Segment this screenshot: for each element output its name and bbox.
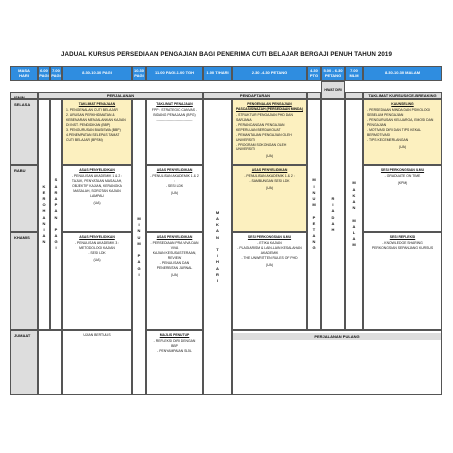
selasa-petang-line: - PROGRAM SOKONGAN OLEH UNIVERSITI [236, 142, 287, 152]
makan-tengahari-col [203, 99, 232, 395]
minum-petang-text: M I N U M P E T A N G [312, 177, 316, 251]
rabu-tengahari [146, 165, 203, 232]
rabu-tengahari-line: - PENULISAN AKADEMIK 1 & 2 : [150, 173, 199, 183]
jumaat-perjalanan [232, 330, 442, 395]
rabu-malam-footer: (KPM) [397, 180, 408, 185]
riadah-col [321, 99, 345, 330]
khamis-malam-title: SESI REFLEKSI [389, 235, 416, 239]
selasa-malam-line: - PENGURUSAN KELUARGA, EMOSI DAN PENGAJIAN [367, 117, 434, 127]
khamis-petang-line: - THE UNWRITTEN RULES OF PHD [241, 255, 298, 260]
rabu-malam-title: SESI PERKONGSIAN ILMU [380, 168, 425, 172]
selasa-petang-title: PENGENALAN PENGAJIAN PASCASISWAZAH (PERSEDIAAN MINDA) [236, 102, 303, 111]
jumaat-tengahari-title: MAJLIS PENUTUP [159, 333, 190, 337]
rabu-malam [363, 165, 442, 232]
selasa-pagi-line: 4.PENEMPATAN SELEPAS TAMAT CUTI BELAJAR (BPSM) [66, 132, 120, 142]
rabu-pagi [62, 165, 132, 232]
minum-petang-col [307, 99, 321, 330]
rabu-tengahari-line: - SESI LDK [165, 183, 184, 188]
day-label: KHAMIS [14, 235, 30, 240]
header-time-label: 8.30-10.30 PAGI [82, 70, 112, 76]
khamis-malam-line: PERKONGSIAN SEPANJANG KURSUS [371, 245, 434, 250]
selasa-petang-line: - PEMANTAUAN PENGAJIAN OLEH UNIVERSITI [236, 132, 292, 142]
makan-tengahari-text: M A K A N T / H A R I [215, 209, 220, 283]
khamis-petang-footer: (UA) [266, 262, 273, 267]
khamis-petang [232, 232, 307, 330]
khamis-petang-line: - ETIKA KAJIAN [257, 240, 282, 245]
selasa-tengahari-line: FPP : STRATEGIC CANVAS - BIDANG PENAJAAN (BPG) [151, 107, 198, 117]
selasa-pagi [62, 99, 132, 165]
day-isnin [10, 92, 38, 99]
perjalanan-label: PERJALANAN [106, 93, 135, 98]
khamis-tengahari [146, 232, 203, 330]
header-time [62, 66, 132, 81]
selasa-petang [232, 99, 307, 165]
header-time [232, 66, 307, 81]
riadah-text: R I A D A H [331, 195, 335, 232]
rabu-petang [232, 165, 307, 232]
rabu-pagi-footer: (UA) [93, 200, 101, 205]
selasa-pagi-title: TAKLIMAT PENAJAAN [78, 102, 116, 106]
rabu-malam-line: - GRADUATE ON TIME [384, 173, 421, 178]
pendaftaran-cell [203, 92, 307, 99]
jumaat-early [38, 330, 62, 395]
khamis-pagi-line: - PENULISAN AKADEMIK 3 : METODOLOGI KAJIAN [74, 240, 120, 250]
jumaat-tengahari [146, 330, 203, 395]
khamis-pagi-footer: (UA) [93, 257, 101, 262]
jumaat-pagi [62, 330, 132, 395]
khamis-pagi-title: ASAS PENYELIDIKAN [79, 235, 115, 239]
header-time-label: 2.30 -4.30 PETANG [251, 70, 288, 76]
khamis-pagi [62, 232, 132, 330]
rabu-tengahari-title: ASAS PENYELIDIKAN [156, 168, 193, 172]
header-time [203, 66, 232, 81]
makan-malam-isnin [345, 92, 363, 99]
selasa-petang-footer: (UA) [266, 154, 273, 159]
selasa-malam-line: - TIPS KECEMERLANGAN [367, 137, 409, 142]
header-time-label: 6.00 PAGI [39, 67, 49, 78]
header-time-label: 8.30-10.30 MALAM [384, 70, 421, 76]
day-label: RABU [14, 168, 26, 173]
minum-pagi-col [132, 99, 146, 395]
header-time-label: 7.00 MLM [349, 67, 359, 78]
header-hari: HARI [19, 72, 29, 78]
schedule-table [10, 66, 442, 395]
day-label: ISNIN [14, 95, 25, 99]
page-title: JADUAL KURSUS PERSEDIAAN PENGAJIAN BAGI PENERIMA CUTI BELAJAR BERGAJI PENUH TAHUN 2019 [61, 51, 392, 58]
rabu-petang-line: - SAMBUNGAN SESI LDK [249, 178, 290, 183]
selasa-malam [363, 99, 442, 165]
selasa-pagi-line: 1. PENGENALAN CUTI BELAJAR [66, 107, 118, 112]
day-jumaat [10, 330, 38, 395]
header-time [50, 66, 62, 81]
jumaat-tengahari-line: - PENYAMPAIAN SIJIL [157, 348, 192, 353]
header-time [363, 66, 442, 81]
selasa-malam-title: KAUNSELING [391, 102, 414, 106]
header-time [38, 66, 50, 81]
minum-petang-isnin [307, 92, 321, 99]
selasa-tengahari-title: TAKLIMAT PENAJAAN [156, 102, 193, 106]
header-masa: MASA [18, 67, 30, 73]
perjalanan-cell [38, 92, 203, 99]
rabu-pagi-title: ASAS PENYELIDIKAN [79, 168, 115, 172]
sarapan-text: S A R A P A N P A G I [54, 177, 58, 251]
jumaat-tengahari-line: - REFLEKSI DIRI DENGAN BBP [153, 338, 196, 348]
pendaftaran-label: PENDAFTARAN [239, 93, 271, 98]
day-label: SELASA [14, 102, 31, 107]
day-selasa [10, 99, 38, 165]
selasa-petang-line: - STRUKTUR PENGAJIAN PHD DAN SARJANA [236, 112, 293, 122]
khamis-malam-line: - KNOWLEDGE SHARING [382, 240, 423, 245]
khamis-petang-line: - PLAGIARISM & LAIN-LAIN KESALAHAN AKADEMIK [237, 245, 302, 255]
makan-malam-col [345, 99, 363, 330]
selasa-malam-line: - PERSEDIAAN MINDA DAN PSIKOLOGI SEBELUM PENGAJIAN [367, 107, 431, 117]
rabu-pagi-line: - PENULISAN AKADEMIK 1 & 2 : TAJUK, PENYATAAN MASALAH, OBJEKTIF KAJIAN, KERANGKA MASALAH, SOROTAN KAJIAN LAMPAU [71, 173, 123, 198]
header-time-label: 5.00 - 6.30 PETANG [323, 67, 343, 78]
day-khamis [10, 232, 38, 330]
header-time [345, 66, 363, 81]
khamis-tengahari-line: - PENULISAN DAN PENERBITAN JURNAL [156, 260, 193, 270]
khamis-petang-title: SESI PERKONGSIAN ILMU [247, 235, 292, 239]
day-rabu [10, 165, 38, 232]
header-time-label: 7.00 PAGI [51, 67, 61, 78]
rabu-petang-title: ASAS PENYELIDIKAN [251, 168, 288, 172]
header-time [321, 66, 345, 81]
header-time [307, 66, 321, 81]
rabu-petang-footer: (UA) [266, 185, 273, 190]
khamis-pagi-line: - SESI LDK [88, 250, 106, 255]
kerohanian-col [38, 99, 50, 330]
selasa-pagi-line: 2. URUSAN PERKHIDMATAN & KEBENARAN MENJALANKAN KAJIAN DI INST. PENDIDIKAN (BBP) [66, 112, 126, 127]
khamis-malam [363, 232, 442, 330]
header-time [132, 66, 146, 81]
header-time-label: 4.30 PTG [309, 67, 319, 78]
khamis-tengahari-title: ASAS PENYELIDIKAN [156, 235, 193, 239]
rabu-petang-line: - PENULISAN AKADEMIK 1 & 2 : [244, 173, 295, 178]
selasa-tengahari-line: -------------------------------- [156, 117, 193, 122]
khamis-tengahari-footer: (UA) [171, 272, 178, 277]
khamis-tengahari-line: KAJIAN KESUSASTERAAN, REVIEW [152, 250, 197, 260]
hiwat-cell [321, 81, 345, 99]
ujian-bertulis-label: UJIAN BERTULIS [83, 333, 111, 337]
selasa-pagi-line: 3. PENGURUSAN BIASISWA (BBP) [66, 127, 121, 132]
selasa-malam-footer: (UA) [399, 144, 406, 149]
selasa-tengahari [146, 99, 203, 165]
taklimat-kursus-cell [363, 92, 442, 99]
rabu-tengahari-footer: (UA) [171, 190, 178, 195]
perjalanan-pulang-label: PERJALANAN PULANG [233, 333, 441, 340]
makan-malam-text: M A K A N M A L A M [352, 180, 356, 248]
selasa-malam-line: - MOTIVASI DIRI DAN TIPS KEKAL BERMOTIVASI [367, 127, 422, 137]
header-time-label: 11.00 PAGI-1.00 TGH [154, 70, 195, 76]
kerohanian-text: K E R O H A N I A N [42, 183, 46, 245]
taklimat-kursus-label: TAKLIMAT KURSUS/ICE-BREAKING [368, 93, 437, 98]
day-label: JUMAAT [14, 333, 31, 338]
header-time-label: 10.30 PAGI [133, 67, 144, 78]
khamis-tengahari-line: - PERSEDIAAN PRA VIVA DAN VIVA [150, 240, 199, 250]
hiwat-label: HIWAT DIRI [324, 88, 342, 92]
header-time-label: 1.00 T/HARI [206, 70, 229, 76]
selasa-petang-line: - PERANCANGAN PENGAJIAN KEPERLUAN BERDAKOUAT [236, 122, 285, 132]
minum-pagi-text: M I N U M P A G I [137, 216, 141, 277]
header-masa-hari [10, 66, 38, 81]
sarapan-col [50, 99, 62, 330]
header-time [146, 66, 203, 81]
